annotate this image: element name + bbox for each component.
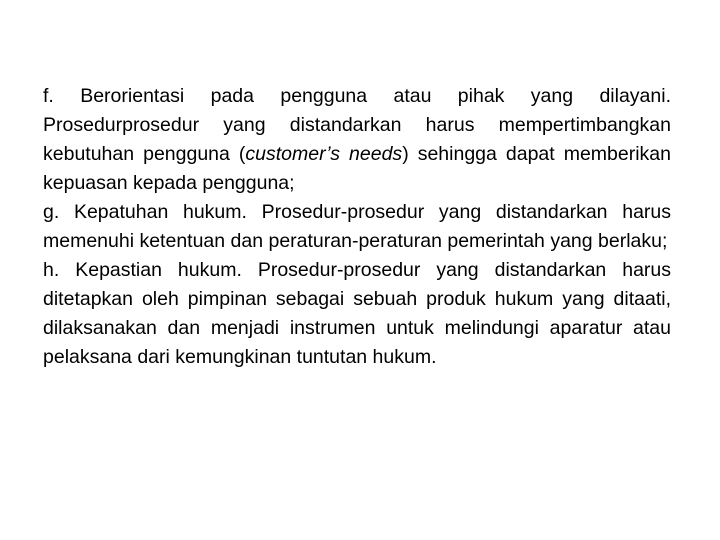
- paragraph-f-lead: f. Berorientasi pada pengguna atau pihak yang dilayani. Prosedurprosedur yang distandarkan harus mempertimbangkan kebutuhan pengguna (: [43, 85, 671, 165]
- body-text: [43, 82, 671, 372]
- paragraph-f-tail: ) sehingga dapat memberikan kepuasan kepada pengguna;: [43, 143, 671, 194]
- paragraph-f: [43, 82, 671, 198]
- paragraph-h: h. Kepastian hukum. Prosedur-prosedur yang distandarkan harus ditetapkan oleh pimpinan sebagai sebuah produk hukum yang ditaati, dilaksanakan dan menjadi instrumen untuk melindungi aparatur atau pelaksana dari kemungkinan tuntutan hukum.: [43, 259, 671, 368]
- paragraph-f-italic: customer’s needs: [245, 143, 403, 165]
- paragraph-g: g. Kepatuhan hukum. Prosedur-prosedur yang distandarkan harus memenuhi ketentuan dan peraturan-peraturan pemerintah yang berlaku;: [43, 201, 671, 252]
